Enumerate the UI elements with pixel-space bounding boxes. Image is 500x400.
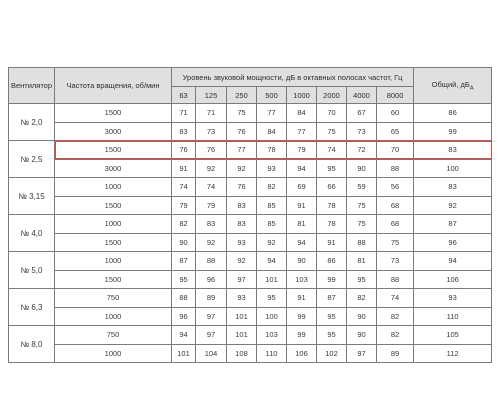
total-cell: 93 (414, 289, 492, 308)
band-value-cell: 94 (287, 159, 317, 178)
band-value-cell: 99 (287, 307, 317, 326)
band-value-cell: 93 (227, 289, 257, 308)
band-value-cell: 70 (317, 104, 347, 123)
band-value-cell: 69 (287, 178, 317, 197)
band-value-cell: 89 (196, 289, 227, 308)
speed-cell: 1000 (55, 252, 172, 271)
band-value-cell: 75 (347, 215, 377, 234)
band-value-cell: 94 (257, 252, 287, 271)
band-value-cell: 76 (227, 122, 257, 141)
band-value-cell: 94 (172, 326, 196, 345)
band-value-cell: 97 (196, 326, 227, 345)
total-cell: 112 (414, 344, 492, 363)
band-value-cell: 75 (227, 104, 257, 123)
band-value-cell: 95 (172, 270, 196, 289)
band-value-cell: 103 (257, 326, 287, 345)
band-value-cell: 101 (227, 307, 257, 326)
header-total-label: Общий, дБ (431, 79, 470, 89)
band-value-cell: 72 (347, 141, 377, 160)
table-row (9, 307, 492, 326)
band-value-cell: 94 (287, 233, 317, 252)
speed-cell: 1500 (55, 196, 172, 215)
band-value-cell: 88 (377, 159, 414, 178)
speed-cell: 1000 (55, 215, 172, 234)
band-header-125: 125 (196, 87, 227, 104)
band-value-cell: 90 (347, 307, 377, 326)
table-row (9, 104, 492, 123)
band-value-cell: 77 (227, 141, 257, 160)
band-value-cell: 82 (377, 307, 414, 326)
band-value-cell: 103 (287, 270, 317, 289)
total-cell: 110 (414, 307, 492, 326)
band-value-cell: 79 (287, 141, 317, 160)
band-value-cell: 59 (347, 178, 377, 197)
band-value-cell: 88 (347, 233, 377, 252)
band-value-cell: 88 (377, 270, 414, 289)
band-value-cell: 95 (347, 270, 377, 289)
band-value-cell: 82 (172, 215, 196, 234)
band-header-1000: 1000 (287, 87, 317, 104)
band-value-cell: 93 (227, 233, 257, 252)
band-value-cell: 88 (196, 252, 227, 271)
header-sound-level: Уровень звуковой мощности, дБ в октавных полосах частот, Гц (172, 68, 414, 87)
table-row (9, 233, 492, 252)
band-value-cell: 91 (172, 159, 196, 178)
header-total (414, 68, 492, 104)
band-value-cell: 99 (287, 326, 317, 345)
band-value-cell: 73 (377, 252, 414, 271)
speed-cell: 750 (55, 326, 172, 345)
header-speed: Частота вращения, об/мин (55, 68, 172, 104)
band-value-cell: 81 (347, 252, 377, 271)
table-body (9, 104, 492, 363)
band-value-cell: 85 (257, 196, 287, 215)
band-value-cell: 67 (347, 104, 377, 123)
band-value-cell: 78 (257, 141, 287, 160)
band-value-cell: 74 (172, 178, 196, 197)
table-row (9, 159, 492, 178)
band-value-cell: 90 (347, 159, 377, 178)
total-cell: 83 (414, 141, 492, 160)
band-value-cell: 92 (227, 252, 257, 271)
speed-cell: 1000 (55, 178, 172, 197)
band-value-cell: 88 (172, 289, 196, 308)
band-value-cell: 96 (172, 307, 196, 326)
fan-model-cell: № 2,5 (9, 141, 55, 178)
table-row (9, 344, 492, 363)
speed-cell: 1500 (55, 233, 172, 252)
band-value-cell: 71 (196, 104, 227, 123)
band-value-cell: 79 (196, 196, 227, 215)
speed-cell: 3000 (55, 122, 172, 141)
table-row (9, 270, 492, 289)
speed-cell: 1000 (55, 344, 172, 363)
band-value-cell: 91 (317, 233, 347, 252)
speed-cell: 1000 (55, 307, 172, 326)
total-cell: 92 (414, 196, 492, 215)
band-value-cell: 86 (317, 252, 347, 271)
band-value-cell: 87 (317, 289, 347, 308)
band-value-cell: 75 (347, 196, 377, 215)
band-value-cell: 106 (287, 344, 317, 363)
band-value-cell: 83 (172, 122, 196, 141)
table-row (9, 141, 492, 160)
band-value-cell: 82 (347, 289, 377, 308)
table-row (9, 178, 492, 197)
total-cell: 96 (414, 233, 492, 252)
band-value-cell: 70 (377, 141, 414, 160)
table-header (9, 68, 492, 104)
band-value-cell: 74 (196, 178, 227, 197)
band-value-cell: 92 (196, 233, 227, 252)
band-value-cell: 78 (317, 215, 347, 234)
table-row (9, 196, 492, 215)
speed-cell: 1500 (55, 270, 172, 289)
sound-power-table (8, 67, 492, 363)
speed-cell: 750 (55, 289, 172, 308)
band-value-cell: 77 (287, 122, 317, 141)
table-row (9, 215, 492, 234)
band-value-cell: 68 (377, 196, 414, 215)
speed-cell: 3000 (55, 159, 172, 178)
total-cell: 105 (414, 326, 492, 345)
band-value-cell: 97 (347, 344, 377, 363)
fan-model-cell: № 8,0 (9, 326, 55, 363)
band-value-cell: 82 (257, 178, 287, 197)
total-cell: 94 (414, 252, 492, 271)
band-header-250: 250 (227, 87, 257, 104)
band-value-cell: 96 (196, 270, 227, 289)
band-value-cell: 90 (172, 233, 196, 252)
band-value-cell: 89 (377, 344, 414, 363)
total-cell: 99 (414, 122, 492, 141)
band-value-cell: 84 (287, 104, 317, 123)
band-value-cell: 104 (196, 344, 227, 363)
band-value-cell: 97 (227, 270, 257, 289)
table-row (9, 326, 492, 345)
band-value-cell: 60 (377, 104, 414, 123)
band-value-cell: 95 (317, 307, 347, 326)
band-value-cell: 91 (287, 289, 317, 308)
band-value-cell: 102 (317, 344, 347, 363)
band-value-cell: 84 (257, 122, 287, 141)
band-header-2000: 2000 (317, 87, 347, 104)
band-value-cell: 73 (347, 122, 377, 141)
band-value-cell: 97 (196, 307, 227, 326)
band-value-cell: 101 (227, 326, 257, 345)
band-value-cell: 99 (317, 270, 347, 289)
band-value-cell: 71 (172, 104, 196, 123)
total-cell: 100 (414, 159, 492, 178)
speed-cell: 1500 (55, 141, 172, 160)
fan-model-cell: № 6,3 (9, 289, 55, 326)
band-value-cell: 75 (317, 122, 347, 141)
band-value-cell: 83 (227, 215, 257, 234)
band-value-cell: 101 (257, 270, 287, 289)
band-value-cell: 75 (377, 233, 414, 252)
band-value-cell: 92 (227, 159, 257, 178)
total-cell: 87 (414, 215, 492, 234)
fan-model-cell: № 4,0 (9, 215, 55, 252)
band-value-cell: 76 (196, 141, 227, 160)
table-row (9, 289, 492, 308)
band-value-cell: 74 (317, 141, 347, 160)
band-value-cell: 83 (196, 215, 227, 234)
band-value-cell: 92 (257, 233, 287, 252)
band-value-cell: 81 (287, 215, 317, 234)
band-value-cell: 76 (227, 178, 257, 197)
band-value-cell: 95 (257, 289, 287, 308)
band-value-cell: 92 (196, 159, 227, 178)
band-value-cell: 82 (377, 326, 414, 345)
band-value-cell: 78 (317, 196, 347, 215)
band-value-cell: 95 (317, 159, 347, 178)
band-value-cell: 73 (196, 122, 227, 141)
band-value-cell: 83 (227, 196, 257, 215)
band-value-cell: 65 (377, 122, 414, 141)
band-value-cell: 76 (172, 141, 196, 160)
band-value-cell: 95 (317, 326, 347, 345)
band-header-8000: 8000 (377, 87, 414, 104)
band-value-cell: 101 (172, 344, 196, 363)
fan-model-cell: № 5,0 (9, 252, 55, 289)
fan-model-cell: № 2,0 (9, 104, 55, 141)
band-value-cell: 108 (227, 344, 257, 363)
band-value-cell: 91 (287, 196, 317, 215)
band-value-cell: 68 (377, 215, 414, 234)
band-value-cell: 66 (317, 178, 347, 197)
total-cell: 106 (414, 270, 492, 289)
total-cell: 83 (414, 178, 492, 197)
header-total-subscript: A (469, 85, 474, 92)
band-value-cell: 90 (287, 252, 317, 271)
band-value-cell: 56 (377, 178, 414, 197)
fan-model-cell: № 3,15 (9, 178, 55, 215)
band-header-63: 63 (172, 87, 196, 104)
band-value-cell: 74 (377, 289, 414, 308)
band-value-cell: 79 (172, 196, 196, 215)
band-header-500: 500 (257, 87, 287, 104)
band-value-cell: 90 (347, 326, 377, 345)
table-row (9, 252, 492, 271)
header-fan: Вентилятор (9, 68, 55, 104)
band-value-cell: 87 (172, 252, 196, 271)
band-header-4000: 4000 (347, 87, 377, 104)
band-value-cell: 85 (257, 215, 287, 234)
table-row (9, 122, 492, 141)
band-value-cell: 100 (257, 307, 287, 326)
band-value-cell: 77 (257, 104, 287, 123)
band-value-cell: 93 (257, 159, 287, 178)
speed-cell: 1500 (55, 104, 172, 123)
total-cell: 86 (414, 104, 492, 123)
band-value-cell: 110 (257, 344, 287, 363)
